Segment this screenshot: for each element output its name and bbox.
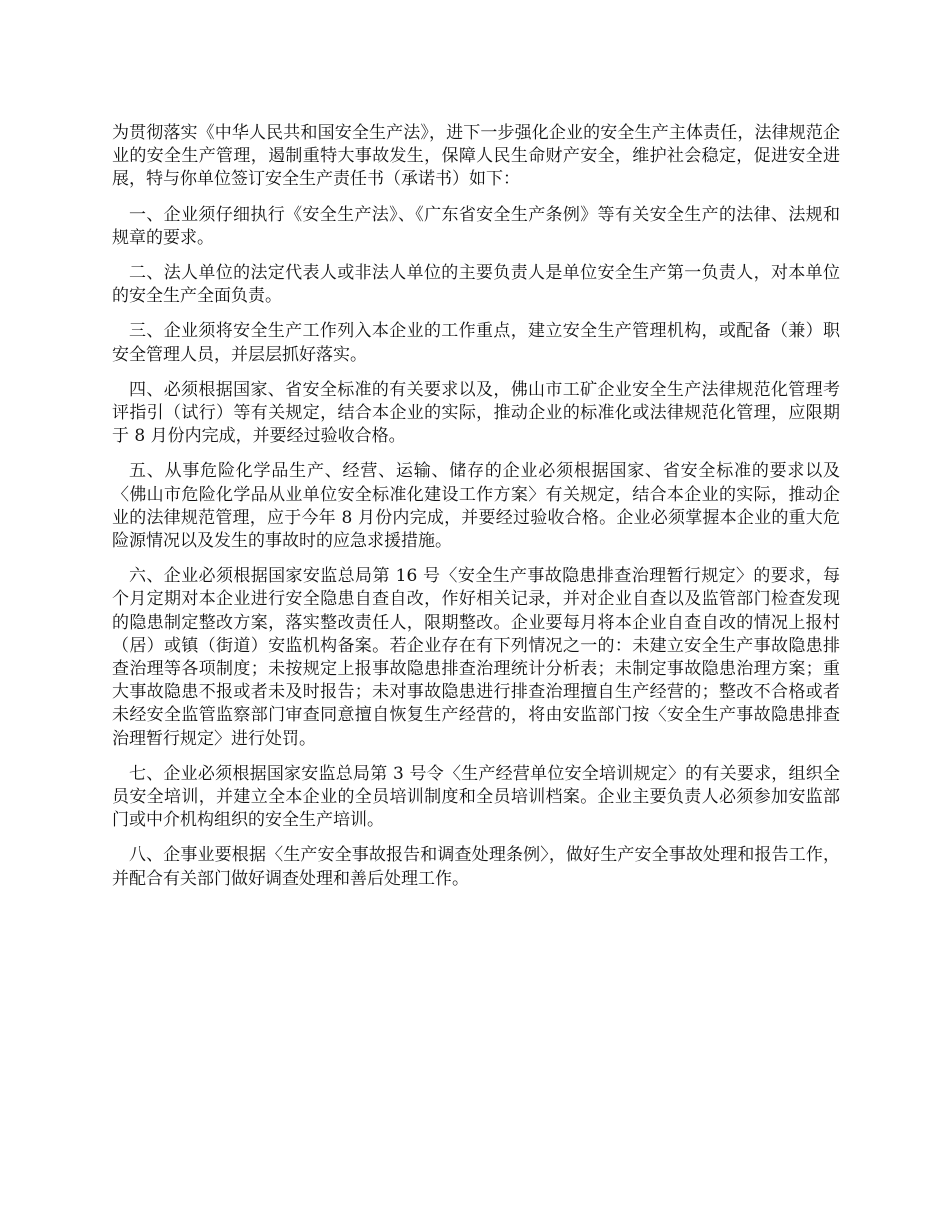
clause-5-paragraph: 五、从事危险化学品生产、经营、运输、储存的企业必须根据国家、省安全标准的要求以及〈佛山市危险化学品从业单位安全标准化建设工作方案〉有关规定，结合本企业的实际，推动企业的法律规范管理，应于今年 8 月份内完成，并要经过验收合格。企业必须掌握本企业的重大危险源情况以及发生的事故时的应急求援措施。 — [112, 461, 840, 552]
clause-1-paragraph: 一、企业须仔细执行《安全生产法》、《广东省安全生产条例》等有关安全生产的法律、法规和规章的要求。 — [112, 204, 840, 248]
clause-2-paragraph: 二、法人单位的法定代表人或非法人单位的主要负责人是单位安全生产第一负责人，对本单位的安全生产全面负责。 — [112, 263, 840, 307]
clause-8-paragraph: 八、企事业要根据〈生产安全事故报告和调查处理条例〉，做好生产安全事故处理和报告工作，并配合有关部门做好调查处理和善后处理工作。 — [112, 845, 840, 889]
intro-paragraph: 为贯彻落实《中华人民共和国安全生产法》，进下一步强化企业的安全生产主体责任，法律规范企业的安全生产管理，遏制重特大事故发生，保障人民生命财产安全，维护社会稳定，促进安全进展，特与你单位签订安全生产责任书（承诺书）如下： — [112, 123, 840, 190]
document-body — [112, 122, 840, 903]
clause-7-paragraph: 七、企业必须根据国家安监总局第 3 号令〈生产经营单位安全培训规定〉的有关要求，组织全员安全培训，并建立全本企业的全员培训制度和全员培训档案。企业主要负责人必须参加安监部门或中介机构组织的安全生产培训。 — [112, 763, 840, 831]
clause-4-paragraph: 四、必须根据国家、省安全标准的有关要求以及，佛山市工矿企业安全生产法律规范化管理考评指引（试行）等有关规定，结合本企业的实际，推动企业的标准化或法律规范化管理，应限期于 8 月份内完成，并要经过验收合格。 — [112, 379, 840, 447]
clause-6-paragraph: 六、企业必须根据国家安监总局第 16 号〈安全生产事故隐患排查治理暂行规定〉的要求，每个月定期对本企业进行安全隐患自查自改，作好相关记录，并对企业自查以及监管部门检查发现的隐患制定整改方案，落实整改责任人，限期整改。企业要每月将本企业自查自改的情况上报村（居）或镇（街道）安监机构备案。若企业存在有下列情况之一的：未建立安全生产事故隐患排查治理等各项制度；未按规定上报事故隐患排查治理统计分析表；未制定事故隐患治理方案；重大事故隐患不报或者未及时报告；未对事故隐患进行排查治理擅自生产经营的；整改不合格或者未经安全监管监察部门审查同意擅自恢复生产经营的，将由安监部门按〈安全生产事故隐患排查治理暂行规定〉进行处罚。 — [112, 566, 840, 749]
clause-3-paragraph: 三、企业须将安全生产工作列入本企业的工作重点，建立安全生产管理机构，或配备（兼）职安全管理人员，并层层抓好落实。 — [112, 321, 840, 365]
